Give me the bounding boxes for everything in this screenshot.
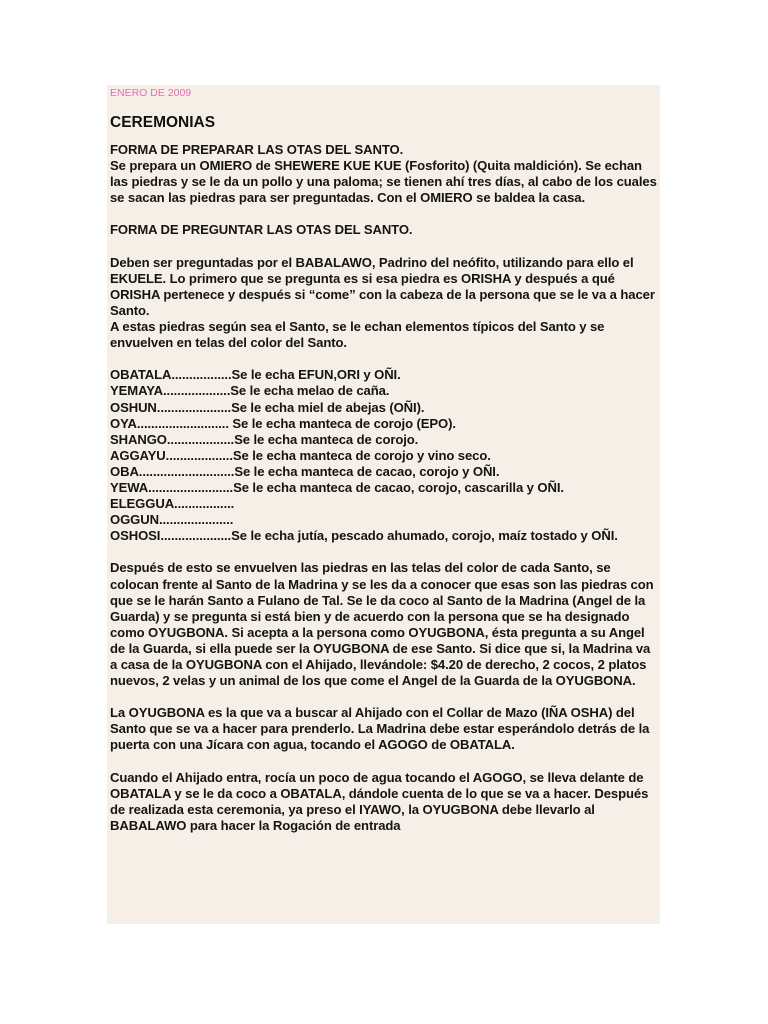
paragraph-oyugbona: La OYUGBONA es la que va a buscar al Ahijado con el Collar de Mazo (IÑA OSHA) del Santo que se va a hacer para prenderlo. La Madrina debe estar esperándolo detrás de la puerta con una Jícara con agua, tocando el AGOGO de OBATALA. (110, 705, 650, 753)
orisha-item-aggayu: AGGAYU...................Se le echa manteca de corojo y vino seco. (110, 447, 491, 463)
orisha-list (110, 367, 657, 544)
orisha-item-oshosi: OSHOSI....................Se le echa jutía, pescado ahumado, corojo, maíz tostado y OÑI. (110, 528, 618, 544)
section-heading-ask: FORMA DE PREGUNTAR LAS OTAS DEL SANTO. (110, 222, 413, 238)
orisha-item-oggun: OGGUN..................... (110, 512, 234, 528)
paragraph-wrap-stones: Después de esto se envuelven las piedras en las telas del color de cada Santo, se colocan frente al Santo de la Madrina y se les da a conocer que esas son las piedras con que se le harán Santo a Fulano de Tal. Se le da coco al Santo de la Madrina (Angel de la Guarda) y se pregunta si está bien y de acuerdo con la persona que se ha designado como OYUGBONA. Si acepta a la persona como OYUGBONA, ésta pregunta a su Angel de la Guarda, si ella puede ser la OYUGBONA de ese Santo. Si dice que si, la Madrina va a casa de la OYUGBONA con el Ahijado, llevándole: $4.20 de derecho, 2 cocos, 2 platos nuevos, 2 velas y un animal de los que come el Angel de la Guarda de la OYUGBONA. (110, 560, 654, 689)
orisha-item-oshun: OSHUN.....................Se le echa miel de abejas (OÑI). (110, 399, 425, 415)
orisha-item-yewa: YEWA........................Se le echa manteca de cacao, corojo, cascarilla y OÑI. (110, 479, 564, 495)
orisha-item-oba: OBA...........................Se le echa manteca de cacao, corojo y OÑI. (110, 463, 500, 479)
paragraph-prepare: Se prepara un OMIERO de SHEWERE KUE KUE (Fosforito) (Quita maldición). Se echan las piedras y se le da un pollo y una paloma; se tienen ahí tres días, al cabo de los cuales se sacan las piedras para ser preguntadas. Con el OMIERO se baldea la casa. (110, 158, 657, 206)
document-title: CEREMONIAS (110, 114, 216, 131)
orisha-item-yemaya: YEMAYA...................Se le echa melao de caña. (110, 383, 390, 399)
paragraph-ahijado: Cuando el Ahijado entra, rocía un poco de agua tocando el AGOGO, se lleva delante de OBATALA y se le da coco a OBATALA, dándole cuenta de lo que se va a hacer. Después de realizada esta ceremonia, ya preso el IYAWO, la OYUGBONA debe llevarlo al BABALAWO para hacer la Rogación de entrada (110, 769, 649, 833)
orisha-item-oya: OYA.......................... Se le echa manteca de corojo (EPO). (110, 415, 456, 431)
section-heading-prepare: FORMA DE PREPARAR LAS OTAS DEL SANTO. (110, 142, 404, 157)
document-date: ENERO DE 2009 (110, 87, 192, 99)
orisha-item-shango: SHANGO...................Se le echa manteca de corojo. (110, 431, 419, 447)
paragraph-ask: Deben ser preguntadas por el BABALAWO, Padrino del neófito, utilizando para ello el EKUELE. Lo primero que se pregunta es si esa piedra es ORISHA y después a qué ORISHA pertenece y después si “come” con la cabeza de la persona que se le va a hacer Santo. (110, 254, 655, 318)
paragraph-stones: A estas piedras según sea el Santo, se le echan elementos típicos del Santo y se envuelven en telas del color del Santo. (110, 319, 605, 351)
orisha-item-obatala: OBATALA.................Se le echa EFUN,ORI y OÑI. (110, 367, 401, 383)
document-page (107, 85, 660, 924)
orisha-item-eleggua: ELEGGUA................. (110, 496, 235, 512)
